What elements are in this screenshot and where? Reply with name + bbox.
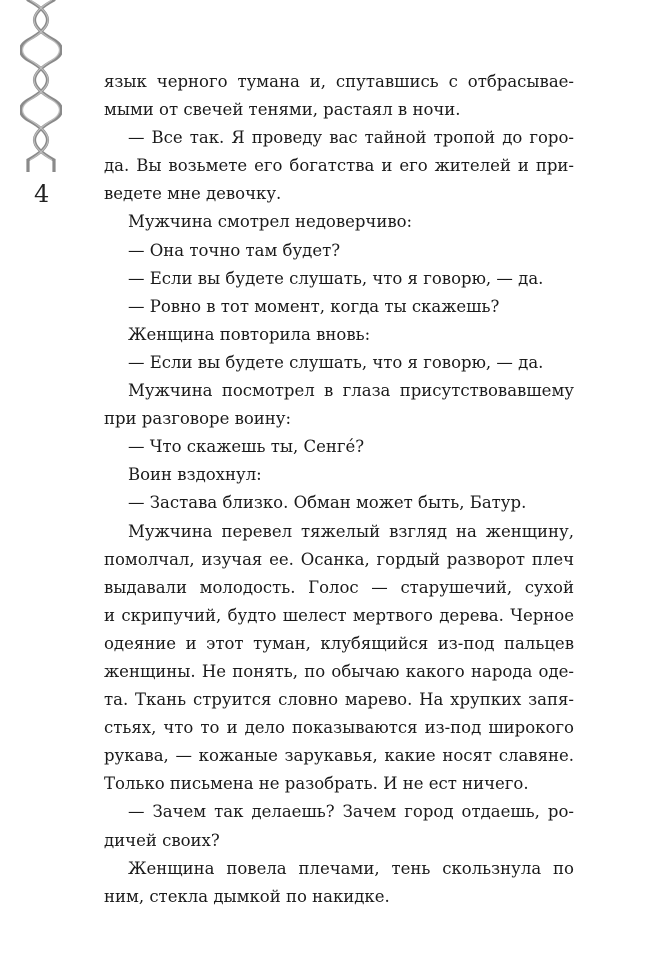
- paragraph: [104, 293, 574, 321]
- text-line: Воин вздохнул:: [128, 465, 262, 485]
- text-line: — Ровно в тот момент, когда ты скажешь?: [128, 296, 500, 316]
- text-line: — Застава близко. Обман может быть, Батур.: [128, 493, 527, 513]
- text-line: стьях, что то и дело показываются из-под широкого: [104, 718, 574, 738]
- text-line: та. Ткань струится словно марево. На хрупких запя-: [104, 690, 574, 710]
- paragraph: [104, 321, 574, 349]
- paragraph: [104, 433, 574, 461]
- text-line: Мужчина перевел тяжелый взгляд на женщину,: [128, 521, 574, 541]
- text-line: да. Вы возьмете его богатства и его жителей и при-: [104, 156, 574, 176]
- text-line: — Зачем так делаешь? Зачем город отдаешь, ро-: [128, 802, 574, 822]
- text-line: при разговоре воину:: [104, 409, 292, 429]
- text-line: — Все так. Я проведу вас тайной тропой до горо-: [128, 128, 574, 148]
- text-line: выдавали молодость. Голос — старушечий, сухой: [104, 577, 574, 597]
- text-line: и скрипучий, будто шелест мертвого дерева. Черное: [104, 605, 574, 625]
- text-line: Мужчина посмотрел в глаза присутствовавшему: [128, 381, 574, 401]
- text-line: помолчал, изучая ее. Осанка, гордый разворот плеч: [104, 549, 574, 569]
- text-line: — Что скажешь ты, Сенгé?: [128, 437, 365, 457]
- text-line: ведете мне девочку.: [104, 184, 282, 204]
- paragraph: [104, 461, 574, 489]
- paragraph: [104, 124, 574, 208]
- text-line: — Если вы будете слушать, что я говорю, — да.: [128, 268, 544, 288]
- celtic-knot-ornament: [20, 0, 62, 172]
- page-number: 4: [34, 180, 50, 208]
- paragraph: [104, 489, 574, 517]
- paragraph: [104, 208, 574, 236]
- paragraph: [104, 855, 574, 911]
- text-line: — Если вы будете слушать, что я говорю, — да.: [128, 352, 544, 372]
- text-line: Женщина повторила вновь:: [128, 324, 371, 344]
- body-text: [104, 68, 574, 911]
- text-line: Женщина повела плечами, тень скользнула по: [128, 858, 574, 878]
- paragraph: [104, 518, 574, 799]
- text-line: рукава, — кожаные зарукавья, какие носят славяне.: [104, 746, 574, 766]
- paragraph: [104, 68, 574, 124]
- text-line: женщины. Не понять, по обычаю какого народа оде-: [104, 661, 574, 681]
- text-line: мыми от свечей тенями, растаял в ночи.: [104, 100, 461, 120]
- text-line: ним, стекла дымкой по накидке.: [104, 886, 390, 906]
- paragraph: [104, 265, 574, 293]
- paragraph: [104, 237, 574, 265]
- text-line: одеяние и этот туман, клубящийся из-под пальцев: [104, 633, 574, 653]
- text-line: Мужчина смотрел недоверчиво:: [128, 212, 413, 232]
- text-line: Только письмена не разобрать. И не ест ничего.: [104, 774, 529, 794]
- text-line: язык черного тумана и, спутавшись с отбрасывае-: [104, 72, 574, 91]
- paragraph: [104, 377, 574, 433]
- paragraph: [104, 349, 574, 377]
- paragraph: [104, 798, 574, 854]
- text-line: — Она точно там будет?: [128, 240, 341, 260]
- text-line: дичей своих?: [104, 830, 220, 850]
